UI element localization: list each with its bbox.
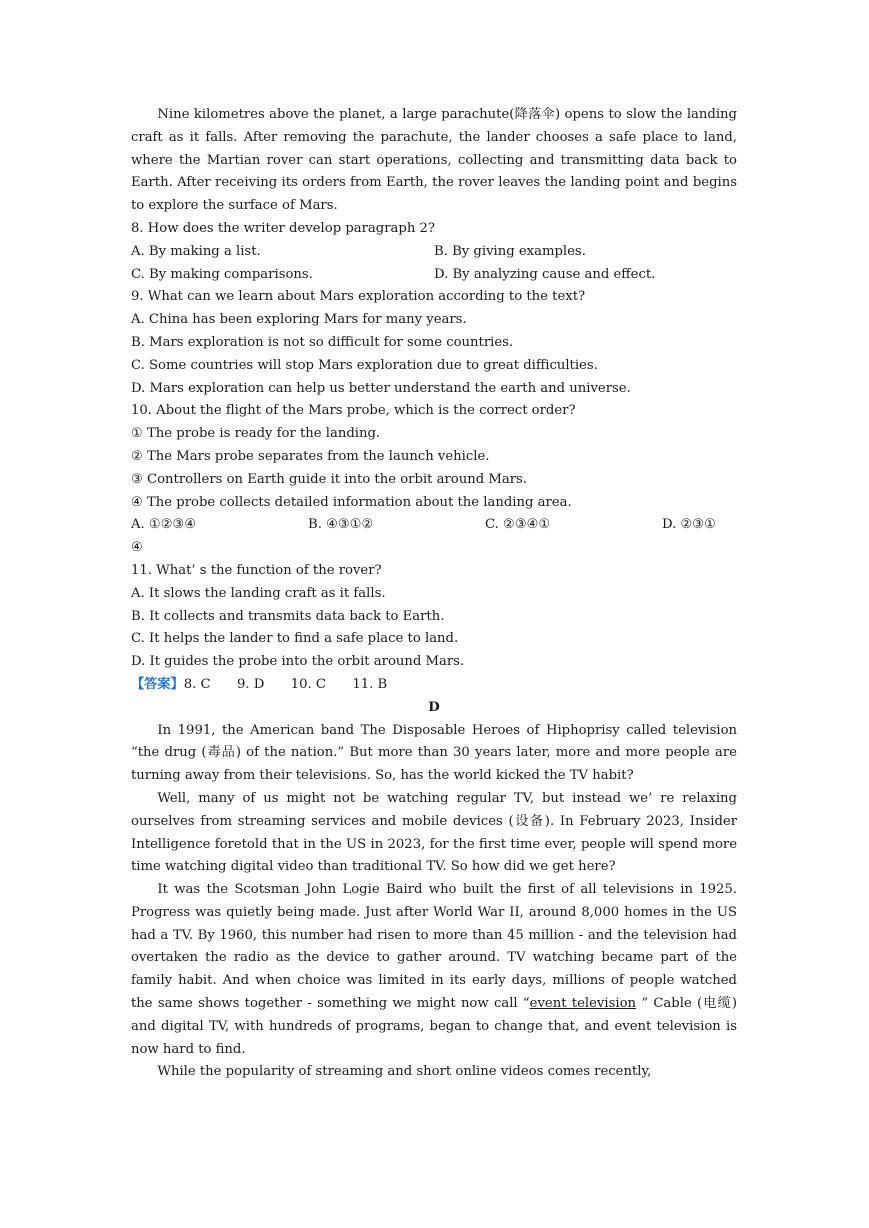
answer-line: [131, 674, 737, 697]
question-8-stem: 8. How does the writer develop paragraph 2?: [131, 220, 435, 236]
question-10-option-b: B. ④③①②: [308, 517, 374, 533]
section-d-paragraph-2: Well, many of us might not be watching regular TV, but instead we’ re relaxing ourselves from streaming services and mobile devices (设备). In February 2023, Insider Intelligence foretold that in the US in 2023, for the first time ever, people will spend more time watching digital video than traditional TV. So how did we get here?: [131, 790, 737, 875]
question-8-option-c: C. By making comparisons.: [131, 266, 313, 282]
question-9-option-c: C. Some countries will stop Mars exploration due to great difficulties.: [131, 357, 598, 373]
question-10-step-2: ② The Mars probe separates from the launch vehicle.: [131, 448, 490, 464]
question-8-option-d: D. By analyzing cause and effect.: [434, 266, 656, 282]
section-heading: D: [428, 699, 440, 715]
question-8-option-a: A. By making a list.: [131, 243, 261, 259]
question-11-option-a: A. It slows the landing craft as it falls.: [131, 585, 386, 601]
question-10-step-4: ④ The probe collects detailed information about the landing area.: [131, 494, 572, 510]
question-10-option-d-wrap: ④: [131, 540, 143, 556]
underlined-phrase: event television: [529, 996, 637, 1012]
answer-text: 8. C 9. D 10. C 11. B: [183, 676, 388, 692]
question-9-option-b: B. Mars exploration is not so difficult for some countries.: [131, 334, 514, 350]
question-8-options-row-1: [131, 241, 737, 264]
question-9-stem: 9. What can we learn about Mars exploration according to the text?: [131, 289, 586, 305]
question-8-options-row-2: [131, 264, 737, 287]
question-10-step-1: ① The probe is ready for the landing.: [131, 426, 381, 442]
question-11-option-d: D. It guides the probe into the orbit around Mars.: [131, 654, 465, 670]
question-10-stem: 10. About the flight of the Mars probe, which is the correct order?: [131, 403, 576, 419]
question-9-option-a: A. China has been exploring Mars for many years.: [131, 312, 467, 328]
question-10-option-a: A. ①②③④: [131, 517, 197, 533]
answer-label: 【答案】: [131, 676, 184, 692]
passage-paragraph: Nine kilometres above the planet, a large parachute(降落伞) opens to slow the landing craft as it falls. After removing the parachute, the lander chooses a safe place to land, where the Martian rover can start operations, collecting and transmitting data back to Earth. After receiving its orders from Earth, the rover leaves the landing point and begins to explore the surface of Mars.: [131, 107, 737, 214]
question-10-step-3: ③ Controllers on Earth guide it into the orbit around Mars.: [131, 471, 527, 487]
question-10-option-d: D. ②③①: [662, 517, 716, 533]
question-10-option-c: C. ②③④①: [485, 517, 551, 533]
question-11-option-c: C. It helps the lander to find a safe place to land.: [131, 631, 459, 647]
question-8-option-b: B. By giving examples.: [434, 243, 586, 259]
document-page: [131, 104, 737, 1084]
paragraph-3-text-after: ” Cable (电缆) and digital TV, with hundreds of programs, began to change that, and event television is now hard to find.: [131, 996, 737, 1057]
question-11-option-b: B. It collects and transmits data back to Earth.: [131, 608, 445, 624]
section-d-paragraph-4: While the popularity of streaming and short online videos comes recently,: [157, 1064, 652, 1080]
question-9-option-d: D. Mars exploration can help us better understand the earth and universe.: [131, 380, 631, 396]
section-d-paragraph-1: In 1991, the American band The Disposable Heroes of Hiphoprisy called television “the drug (毒品) of the nation.” But more than 30 years later, more and more people are turning away from their televisions. So, has the world kicked the TV habit?: [131, 722, 737, 784]
question-10-options-row: [131, 514, 737, 537]
section-d-paragraph-3: [131, 879, 737, 1061]
paragraph-3-text-before: It was the Scotsman John Logie Baird who built the first of all televisions in 1925. Progress was quietly being made. Just after World War II, around 8,000 homes in the US had a TV. By 1960, this number had risen to more than 45 million - and the television had overtaken the radio as the device to gather around. TV watching became part of the family habit. And when choice was limited in its early days, millions of people watched the same shows together - something we might now call “: [131, 882, 737, 1012]
question-11-stem: 11. What’ s the function of the rover?: [131, 562, 382, 578]
